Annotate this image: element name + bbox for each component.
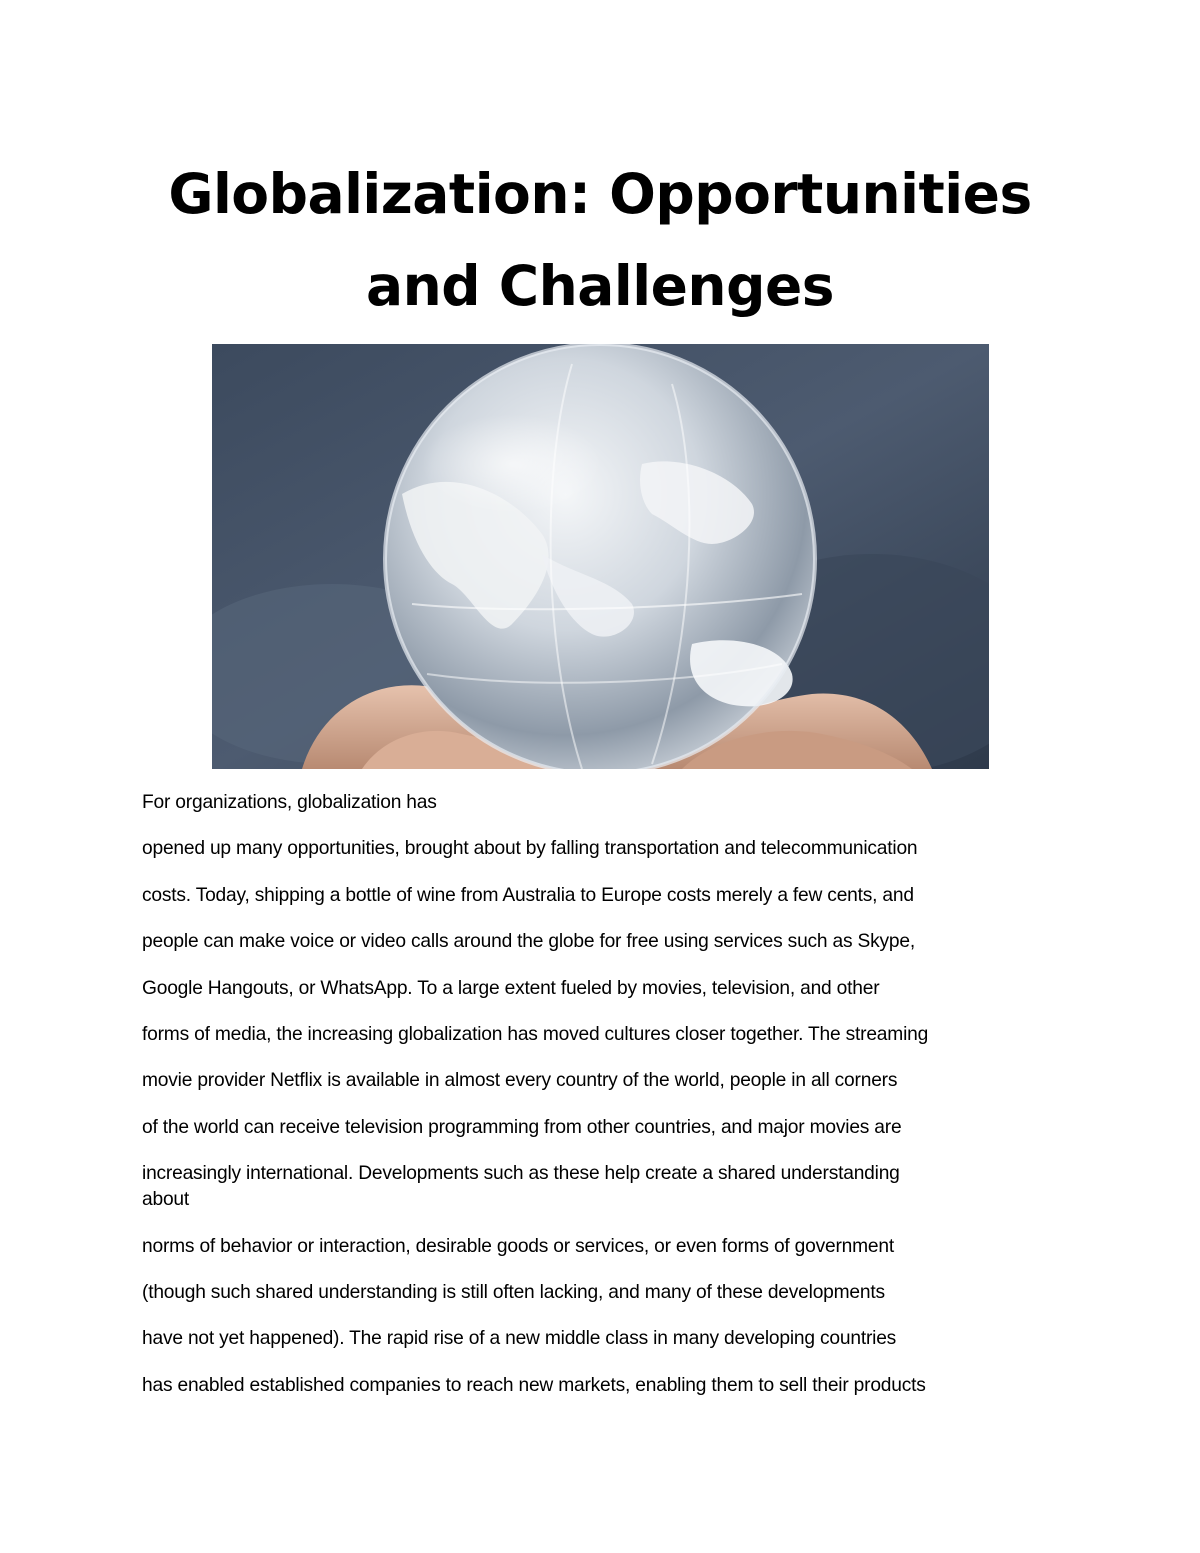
body-line: forms of media, the increasing globalization has moved cultures closer together. The streaming (142, 1023, 929, 1045)
body-line: about (142, 1189, 190, 1211)
body-line: Google Hangouts, or WhatsApp. To a large extent fueled by movies, television, and other (142, 977, 880, 999)
body-line: For organizations, globalization has (142, 792, 437, 813)
body-line: of the world can receive television programming from other countries, and major movies are (142, 1116, 902, 1138)
globe-photo (212, 344, 989, 769)
body-line: norms of behavior or interaction, desirable goods or services, or even forms of government (142, 1235, 895, 1257)
page-title (0, 148, 1200, 332)
crystal-globe-in-hands-icon (212, 344, 989, 769)
title-line-1: Globalization: Opportunities (168, 162, 1032, 226)
body-line: (though such shared understanding is still often lacking, and many of these developments (142, 1281, 885, 1303)
body-line: have not yet happened). The rapid rise of a new middle class in many developing countries (142, 1328, 897, 1350)
body-line: movie provider Netflix is available in almost every country of the world, people in all corners (142, 1070, 898, 1092)
body-line: costs. Today, shipping a bottle of wine from Australia to Europe costs merely a few cents, and (142, 884, 914, 906)
title-line-2: and Challenges (366, 254, 834, 318)
body-line: increasingly international. Developments such as these help create a shared understanding (142, 1163, 900, 1185)
body-line: people can make voice or video calls around the globe for free using services such as Skype, (142, 931, 915, 953)
body-line: opened up many opportunities, brought about by falling transportation and telecommunication (142, 838, 918, 860)
body-line: has enabled established companies to reach new markets, enabling them to sell their products (142, 1374, 926, 1396)
body-text (142, 790, 1072, 1419)
